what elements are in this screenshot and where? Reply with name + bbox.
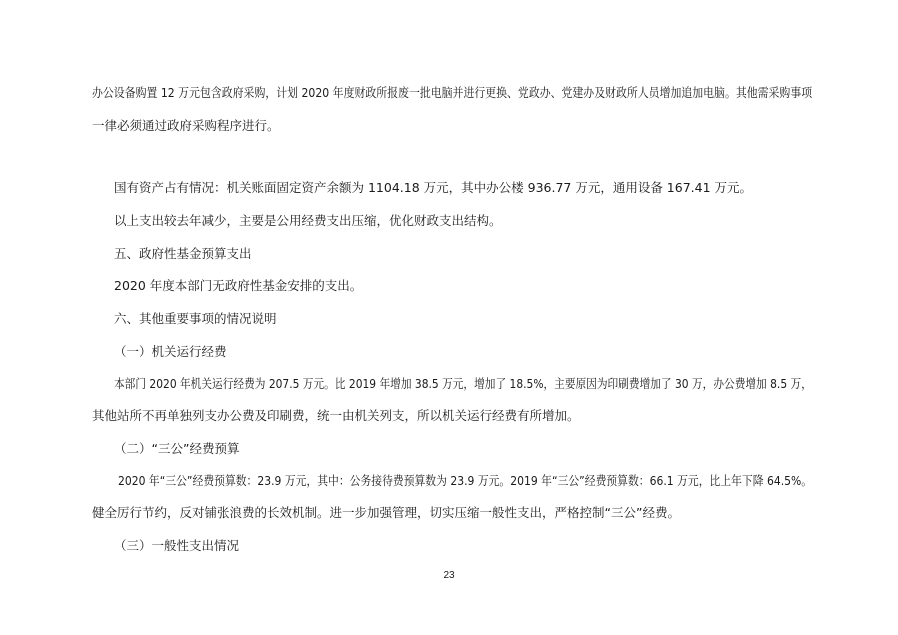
subheading-three-public-budget: （二）“三公”经费预算: [114, 441, 240, 456]
section-heading-other-matters: 六、其他重要事项的情况说明: [114, 311, 277, 326]
paragraph-no-government-fund: 2020 年度本部门无政府性基金安排的支出。: [114, 278, 363, 293]
paragraph-three-public-budget-1: 2020 年“三公”经费预算数：23.9 万元，其中：公务接待费预算数为 23.9 万元。2019 年“三公”经费预算数：66.1 万元，比上年下降 64.5%。: [118, 473, 813, 488]
paragraph-line-procurement-1: 办公设备购置 12 万元包含政府采购，计划 2020 年度财政所报废一批电脑并进行更换、党政办、党建办及财政所人员增加追加电脑。其他需采购事项: [92, 85, 813, 100]
paragraph-line-procurement-2: 一律必须通过政府采购程序进行。: [92, 118, 280, 133]
section-heading-government-fund: 五、政府性基金预算支出: [114, 246, 252, 261]
paragraph-three-public-budget-2: 健全厉行节约，反对铺张浪费的长效机制。进一步加强管理，切实压缩一般性支出，严格控制“三公”经费。: [92, 505, 680, 520]
page-number: 23: [443, 570, 455, 581]
paragraph-expenditure-reduction: 以上支出较去年减少，主要是公用经费支出压缩，优化财政支出结构。: [114, 213, 502, 228]
subheading-operating-expenses: （一）机关运行经费: [114, 344, 227, 359]
paragraph-state-assets: 国有资产占有情况：机关账面固定资产余额为 1104.18 万元，其中办公楼 936.77 万元，通用设备 167.41 万元。: [114, 180, 753, 195]
paragraph-operating-expenses-2: 其他站所不再单独列支办公费及印刷费，统一由机关列支，所以机关运行经费有所增加。: [92, 408, 580, 423]
subheading-general-expenditure: （三）一般性支出情况: [114, 538, 240, 553]
paragraph-operating-expenses-1: 本部门 2020 年机关运行经费为 207.5 万元。比 2019 年增加 38.5 万元，增加了 18.5%，主要原因为印刷费增加了 30 万，办公费增加 8.5 万，: [114, 376, 812, 391]
